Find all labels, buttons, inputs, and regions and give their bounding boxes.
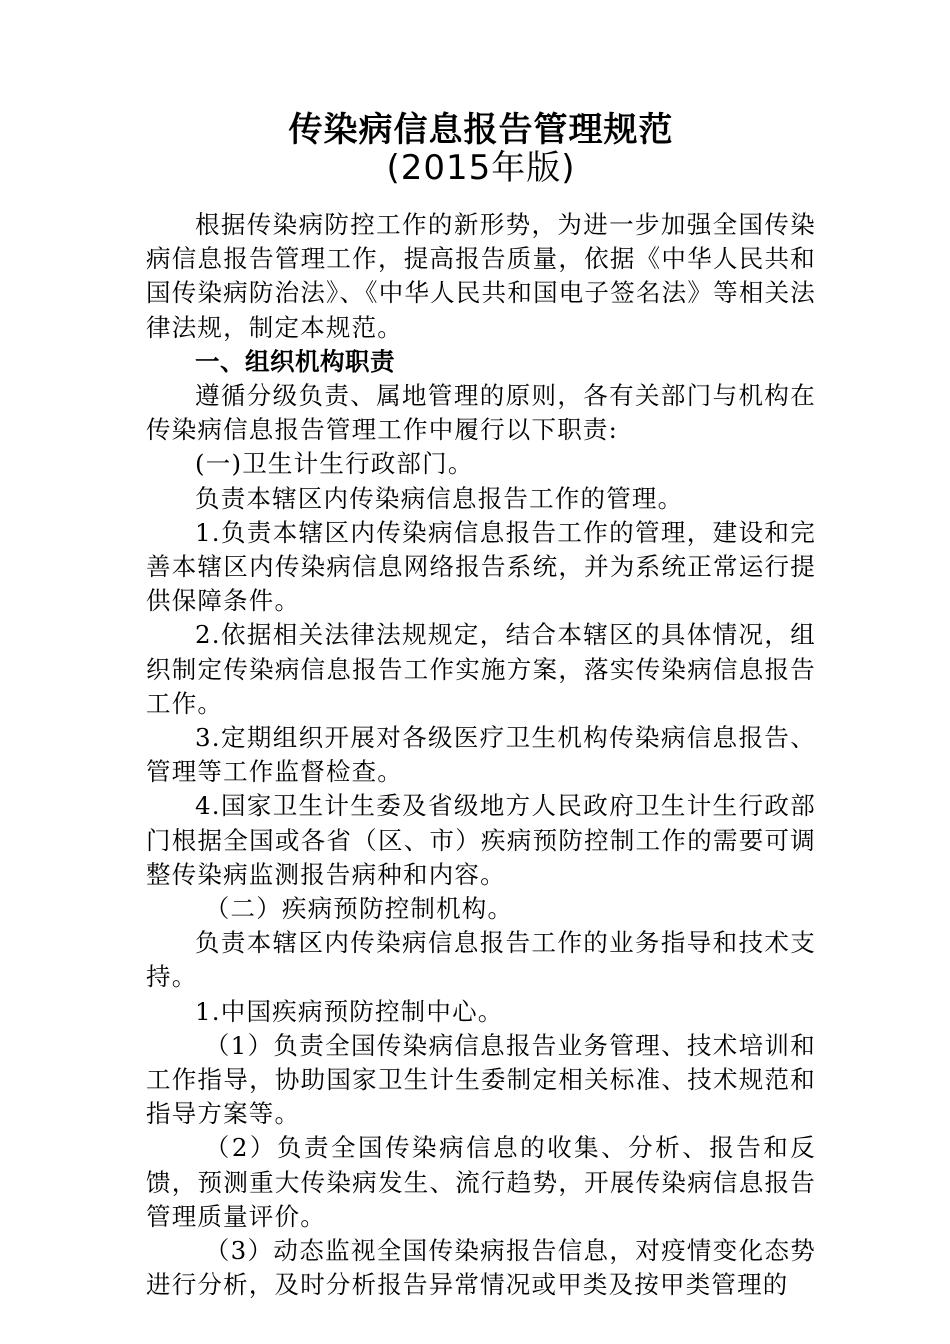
paragraph: 1.中国疾病预防控制中心。: [195, 996, 504, 1026]
paragraph: (一)卫生计生行政部门。: [195, 449, 474, 479]
section-heading: 一、组织机构职责: [195, 346, 395, 376]
paragraph: 遵循分级负责、属地管理的原则，各有关部门与机构在传染病信息报告管理工作中履行以下职责:: [146, 381, 816, 445]
document-body: [146, 208, 816, 1303]
paragraph: （2）负责全国传染病信息的收集、分析、报告和反馈，预测重大传染病发生、流行趋势，开展传染病信息报告管理质量评价。: [146, 1133, 816, 1231]
paragraph: （3）动态监视全国传染病报告信息，对疫情变化态势进行分析，及时分析报告异常情况或甲类及按甲类管理的: [146, 1236, 816, 1300]
document-title: 传染病信息报告管理规范: [288, 110, 674, 150]
paragraph: 2.依据相关法律法规规定，结合本辖区的具体情况，组织制定传染病信息报告工作实施方案，落实传染病信息报告工作。: [146, 620, 816, 718]
paragraph: （二）疾病预防控制机构。: [204, 894, 514, 924]
paragraph: 4.国家卫生计生委及省级地方人民政府卫生计生行政部门根据全国或各省（区、市）疾病预防控制工作的需要可调整传染病监测报告病种和内容。: [146, 791, 816, 889]
paragraph: 3.定期组织开展对各级医疗卫生机构传染病信息报告、管理等工作监督检查。: [146, 723, 816, 787]
paragraph: 根据传染病防控工作的新形势，为进一步加强全国传染病信息报告管理工作，提高报告质量，依据《中华人民共和国传染病防治法》、《中华人民共和国电子签名法》等相关法律法规，制定本规范。: [146, 210, 816, 342]
paragraph: 1.负责本辖区内传染病信息报告工作的管理，建设和完善本辖区内传染病信息网络报告系统，并为系统正常运行提供保障条件。: [146, 517, 816, 616]
paragraph: 负责本辖区内传染病信息报告工作的业务指导和技术支持。: [146, 928, 816, 992]
document-subtitle: (2015年版): [386, 148, 576, 188]
paragraph: （1）负责全国传染病信息报告业务管理、技术培训和工作指导，协助国家卫生计生委制定相关标准、技术规范和指导方案等。: [146, 1030, 816, 1129]
paragraph: 负责本辖区内传染病信息报告工作的管理。: [195, 483, 684, 513]
